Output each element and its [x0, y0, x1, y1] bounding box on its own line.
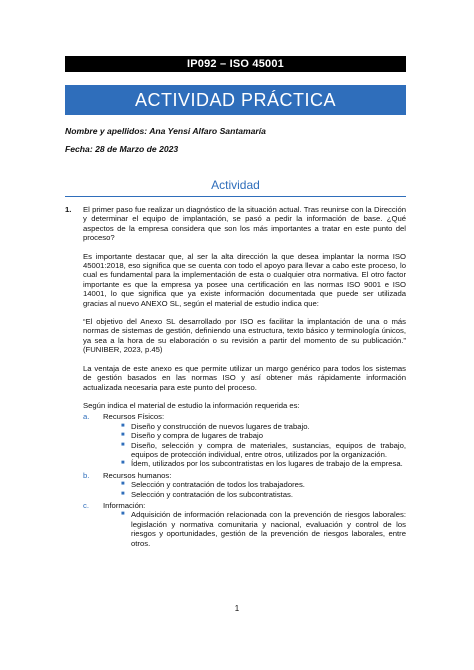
list-item	[83, 471, 406, 480]
document-date: Fecha: 28 de Marzo de 2023	[65, 144, 179, 154]
bullet-icon: ■	[121, 432, 125, 439]
bullet-item: ■ Diseño y construcción de nuevos lugares de trabajo.	[121, 421, 310, 431]
student-name: Nombre y apellidos: Ana Yensi Alfaro Santamaría	[65, 126, 266, 136]
list-item	[83, 412, 406, 421]
list-title: Recursos humanos:	[103, 470, 172, 480]
bullet-icon: ■	[121, 490, 125, 497]
bullet-item: ■ Adquisición de información relacionada con la prevención de riesgos laborales: legislación y normativa comunitaria y nacional, evaluación y control de los riesgos y oportunidades, gestión de la prevención de riesgos laborales, entre otros.	[121, 510, 406, 548]
quote-paragraph: “El objetivo del Anexo SL desarrollado por ISO es facilitar la implantación de una o más normas de sistemas de gestión, definiendo una estructura, texto básico y terminología únicos, ya sea a la hora de su elaboración o su revisión a partir del momento de su publicación.” (FUNIBER, 2023, p.45)	[83, 317, 406, 355]
bullet-item: ■ Ídem, utilizados por los subcontratistas en los lugares de trabajo de la empresa.	[121, 459, 403, 469]
course-code-bar: IP092 – ISO 45001	[65, 56, 406, 72]
document-body	[65, 205, 406, 548]
page-number: 1	[234, 604, 240, 613]
paragraph: Es importante destacar que, al ser la alta dirección la que desea implantar la norma ISO 45001:2018, eso significa que se cuenta con todo el apoyo para llevar a cabo este proceso, lo cual es fundamental para la implementación de esta o cualquier otra normativa. El otro factor importante es que la empresa ya posee una certificación en las normas ISO 9001 e ISO 14001, lo que significa que ya existe información documentada que puede ser utilizada gracias al nuevo ANEXO SL, según el material de estudio indica que:	[83, 251, 406, 308]
question-text: El primer paso fue realizar un diagnóstico de la situación actual. Tras reunirse con la Dirección y determinar el equipo de implantación, se pasó a pedir la información de base. ¿Qué aspectos de la empresa considera que son los más importantes a tratar en este punto del proceso?	[83, 205, 406, 243]
section-title: Actividad	[211, 178, 260, 192]
bullet-icon: ■	[121, 422, 125, 429]
section-heading	[65, 172, 406, 197]
list-title: Recursos Físicos:	[103, 412, 165, 422]
bullet-item: ■ Diseño, selección y compra de materiales, sustancias, equipos de trabajo, equipos de protección individual, entre otros, utilizados por la organización.	[121, 440, 406, 459]
bullet-icon: ■	[121, 441, 125, 448]
question	[65, 205, 406, 243]
paragraph: La ventaja de este anexo es que permite utilizar un margo genérico para todos los sistemas de gestión basados en las normas ISO y así obtener más rápidamente información actualizada necesaria para este punto del proceso.	[83, 363, 406, 392]
page-title: ACTIVIDAD PRÁCTICA	[65, 85, 406, 115]
list-letter: c.	[83, 500, 89, 510]
bullet-icon: ■	[121, 511, 125, 518]
question-number: 1.	[65, 205, 72, 214]
list-letter: a.	[83, 412, 90, 422]
bullet-item: ■ Diseño y compra de lugares de trabajo	[121, 431, 264, 441]
list-item	[83, 501, 406, 510]
bullet-icon: ■	[121, 460, 125, 467]
bullet-item: ■ Selección y contratación de los subcontratistas.	[121, 489, 293, 499]
list-letter: b.	[83, 470, 90, 480]
list-title: Información:	[103, 500, 146, 510]
bullet-icon: ■	[121, 481, 125, 488]
bullet-item: ■ Selección y contratación de todos los trabajadores.	[121, 480, 305, 490]
paragraph: Según indica el material de estudio la información requerida es:	[83, 400, 300, 410]
